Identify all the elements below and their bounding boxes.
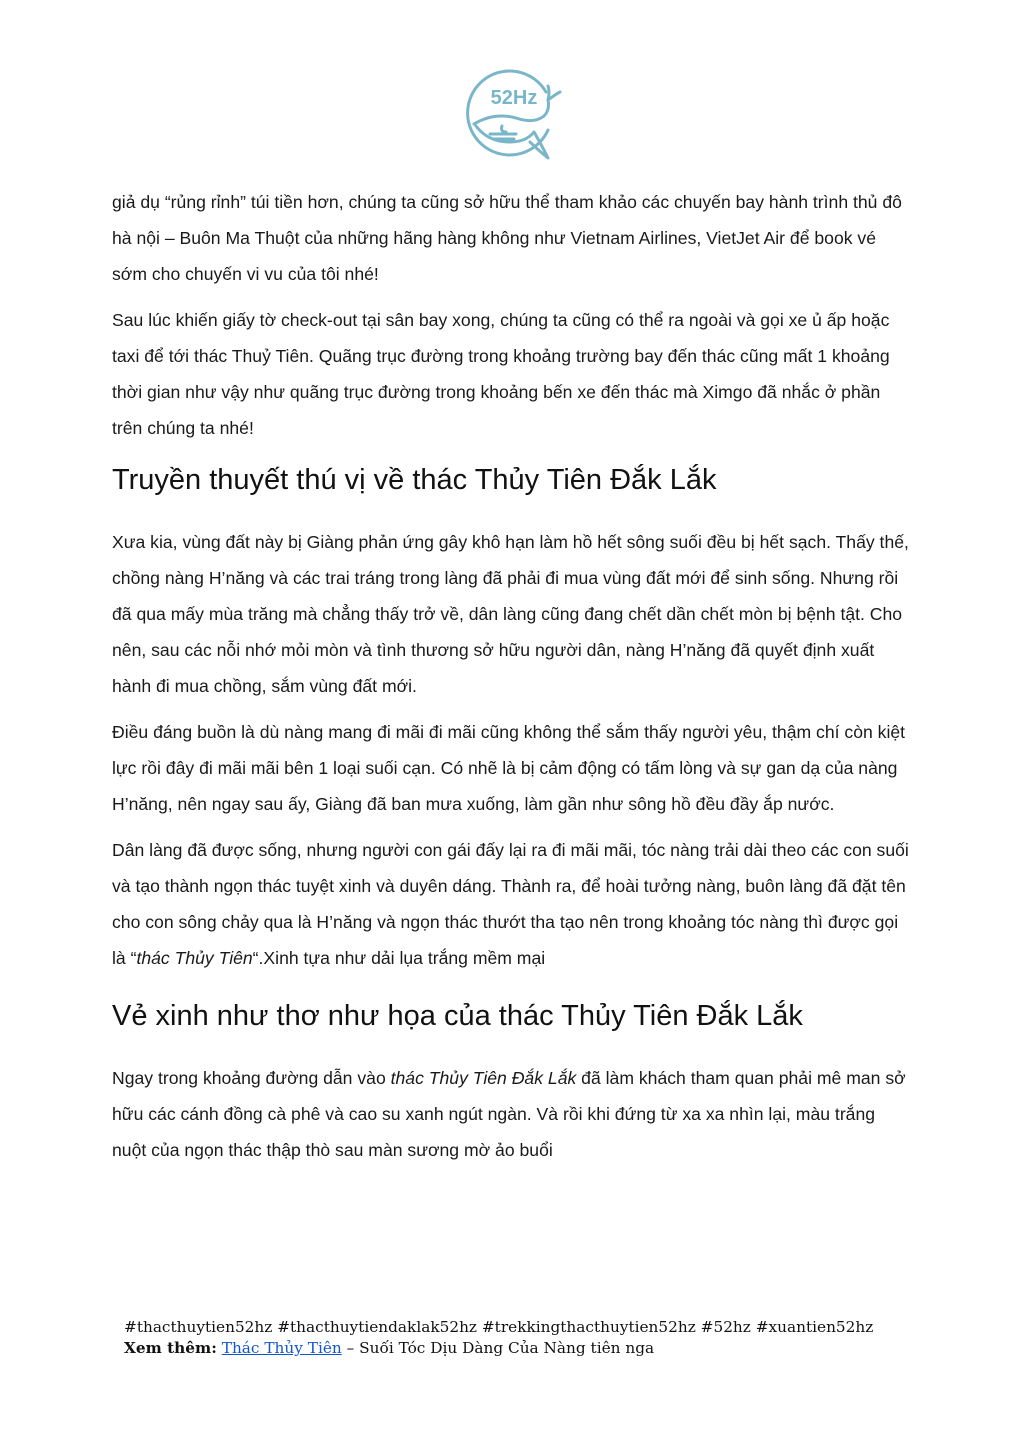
paragraph-legend-1: Xưa kia, vùng đất này bị Giàng phản ứng gây khô hạn làm hồ hết sông suối đều bị hết sạch. Thấy thế, chồng nàng H’năng và các trai tráng trong làng đã phải đi mua vùng đất mới để sinh sống. Nhưng rồi đã qua mấy mùa trăng mà chẳng thấy trở về, dân làng cũng đang chết dần chết mòn bị bệnh tật. Cho nên, sau các nỗi nhớ mỏi mòn và tình thương sở hữu người dân, nàng H’năng đã quyết định xuất hành đi mua chồng, sắm vùng đất mới. (112, 532, 909, 696)
paragraph-airport-to-falls: Sau lúc khiến giấy tờ check-out tại sân bay xong, chúng ta cũng có thể ra ngoài và gọi xe ủ ấp hoặc taxi để tới thác Thuỷ Tiên. Quãng trục đường trong khoảng trường bay đến thác cũng mất 1 khoảng thời gian như vậy như quãng trục đường trong khoảng bến xe đến thác mà Ximgo đã nhắc ở phần trên chúng ta nhé! (112, 310, 890, 438)
logo-text: 52Hz (490, 87, 538, 109)
heading-legend: Truyền thuyết thú vị về thác Thủy Tiên Đắk Lắk (112, 464, 717, 496)
hashtag: #52hz (700, 1318, 751, 1336)
emphasis-text: thác Thủy Tiên (136, 948, 253, 968)
52hz-whale-logo (464, 62, 564, 166)
hashtag: #trekkingthacthuytien52hz (481, 1318, 696, 1336)
paragraph-flights: giả dụ “rủng rỉnh” túi tiền hơn, chúng ta cũng sở hữu thể tham khảo các chuyến bay hành trình thủ đô hà nội – Buôn Ma Thuột của những hãng hàng không như Vietnam Airlines, VietJet Air để book vé sớm cho chuyến vi vu của tôi nhé! (112, 192, 902, 284)
text-segment: Ngay trong khoảng đường dẫn vào (112, 1068, 391, 1088)
emphasis-text: thác Thủy Tiên Đắk Lắk (390, 1068, 577, 1088)
text-segment: đã làm khách tham quan phải mê man sở hữu các cánh đồng cà phê và cao su xanh ngút ngàn. Và rồi khi đứng từ xa xa nhìn lại, màu trắng nuột của ngọn thác thập thò sau màn sương mờ ảo buổi (112, 1068, 906, 1160)
text-segment: Dân làng đã được sống, nhưng người con gái đấy lại ra đi mãi mãi, tóc nàng trải dài theo các con suối và tạo thành ngọn thác tuyệt xinh và duyên dáng. Thành ra, để hoài tưởng nàng, buôn làng đã đặt tên cho con sông chảy qua là H’năng và ngọn thác thướt tha tạo nên trong khoảng tóc nàng thì được gọi là “ (112, 840, 909, 968)
paragraph-beauty-1 (112, 1060, 912, 1168)
text-segment: “.Xinh tựa như dải lụa trắng mềm mại (252, 948, 546, 968)
hashtag: #xuantien52hz (755, 1318, 874, 1336)
see-more-rest: – Suối Tóc Dịu Dàng Của Nàng tiên nga (341, 1339, 655, 1357)
paragraph-legend-2: Điều đáng buồn là dù nàng mang đi mãi đi mãi cũng không thể sắm thấy người yêu, thậm chí còn kiệt lực rồi đây đi mãi mãi bên 1 loại suối cạn. Có nhẽ là bị cảm động có tấm lòng và sự gan dạ của nàng H’năng, nên ngay sau ấy, Giàng đã ban mưa xuống, làm gần như sông hồ đều đầy ắp nước. (112, 722, 906, 814)
hashtag-list (124, 1317, 884, 1338)
hashtag: #thacthuytien52hz (124, 1318, 273, 1336)
footer (124, 1317, 884, 1359)
see-more-line (124, 1338, 884, 1359)
see-more-label: Xem thêm: (124, 1339, 217, 1357)
hashtag: #thacthuytiendaklak52hz (277, 1318, 477, 1336)
article-body (112, 184, 912, 1178)
heading-beauty: Vẻ xinh như thơ như họa của thác Thủy Tiên Đắk Lắk (112, 1000, 803, 1032)
see-more-link[interactable]: Thác Thủy Tiên (221, 1339, 342, 1357)
paragraph-legend-3 (112, 832, 912, 976)
